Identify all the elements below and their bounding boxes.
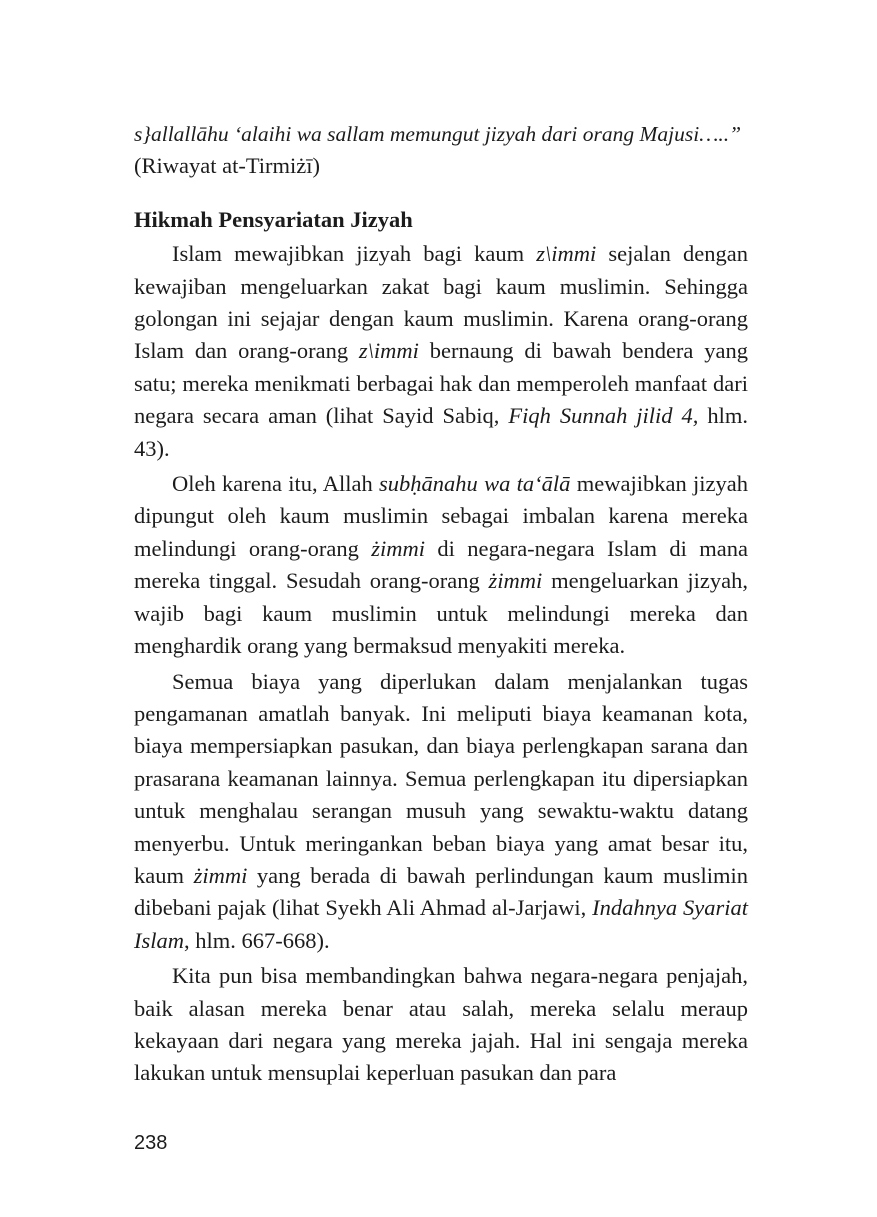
italic-term: żimmi <box>193 862 248 888</box>
text-run: bernaung di bawah bendera yang satu; mereka menikmati berbagai hak dan memperoleh manfaat dari negara secara aman (lihat Sayid Sabiq, <box>134 338 748 429</box>
italic-term: subḥānahu wa ta‘ālā <box>379 471 571 497</box>
text-run: yang berada di bawah perlindungan kaum muslimin dibebani pajak (lihat Syekh Ali Ahmad al-Jarjawi, <box>134 862 748 921</box>
italic-term: żimmi <box>371 535 425 561</box>
paragraph-1 <box>134 238 748 465</box>
text-run: sejalan dengan kewajiban mengeluarkan zakat bagi kaum muslimin. Sehingga golongan ini sejajar dengan kaum muslimin. Karena orang-orang Islam dan orang-orang <box>134 241 748 364</box>
italic-book-title: Fiqh Sunnah jilid 4, <box>508 403 699 429</box>
text-run: Semua biaya yang diperlukan dalam menjalankan tugas pengamanan amatlah banyak. Ini meliputi biaya keamanan kota, biaya mempersiapkan pasukan, dan biaya perlengkapan sarana dan prasarana keamanan lainnya. Semua perlengkapan itu dipersiapkan untuk menghalau serangan musuh yang sewaktu-waktu datang menyerbu. Untuk meringankan beban biaya yang amat besar itu, kaum <box>134 668 748 888</box>
text-run: mengeluarkan jizyah, wajib bagi kaum muslimin untuk melindungi mereka dan menghardik orang yang bermaksud menyakiti mereka. <box>134 568 748 659</box>
quote-text: s}allallāhu ‘alaihi wa sallam memungut jizyah dari orang Majusi…..” <box>134 122 742 146</box>
quote-block <box>134 118 748 183</box>
text-run: hlm. 43). <box>134 403 749 461</box>
italic-term: żimmi <box>488 568 543 594</box>
text-run: di negara-negara Islam di mana mereka tinggal. Sesudah orang-orang <box>134 535 748 594</box>
paragraph-4 <box>134 960 748 1090</box>
italic-term: z\immi <box>536 241 597 267</box>
page-number: 238 <box>134 1132 168 1154</box>
text-run: , hlm. 667-668). <box>184 927 330 953</box>
page-body <box>134 118 748 1093</box>
text-run: mewajibkan jizyah dipungut oleh kaum muslimin sebagai imbalan karena mereka melindungi orang-orang <box>134 471 748 561</box>
paragraph-3 <box>134 666 748 958</box>
text-run: Oleh karena itu, Allah <box>172 471 380 497</box>
italic-book-title: Indahnya Syariat Islam <box>134 895 748 953</box>
quote-source: (Riwayat at-Tirmiżī) <box>134 153 321 179</box>
section-heading: Hikmah Pensyariatan Jizyah <box>134 206 413 232</box>
text-run: Kita pun bisa membandingkan bahwa negara-negara penjajah, baik alasan mereka benar atau salah, mereka selalu meraup kekayaan dari negara yang mereka jajah. Hal ini sengaja mereka lakukan untuk mensuplai keperluan pasukan dan para <box>134 963 748 1086</box>
text-run: Islam mewajibkan jizyah bagi kaum <box>172 241 537 267</box>
italic-term: z\immi <box>358 338 419 364</box>
paragraph-2 <box>134 468 748 662</box>
